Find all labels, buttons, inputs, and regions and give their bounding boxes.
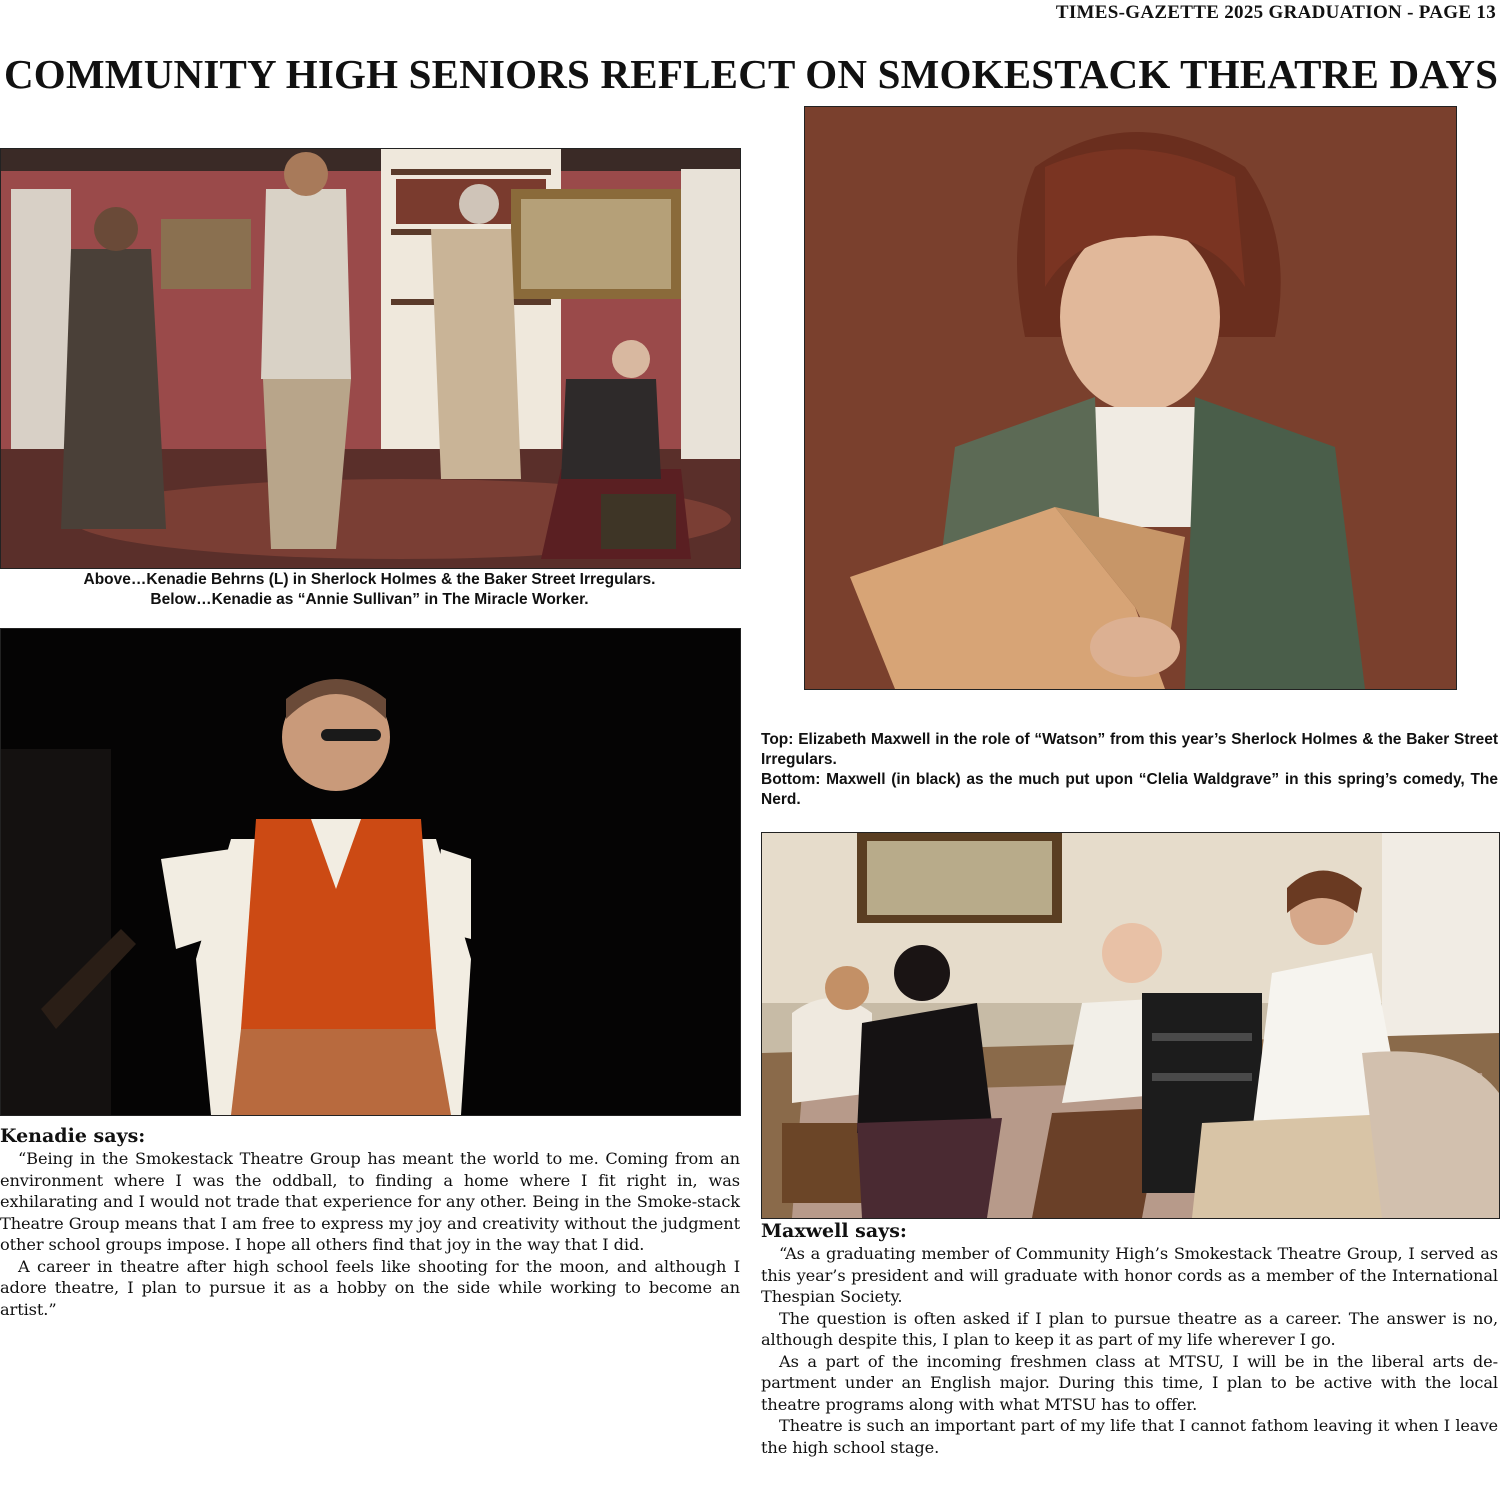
photo-miracle-worker (0, 628, 741, 1116)
kenadie-paragraph: “Being in the Smokestack Theatre Group has meant the world to me. Coming from an environment where I was the oddball, to finding a home where I fit right in, was exhilarating and I would not trade that experience for any other. Being in the Smoke-stack Theatre Group means that I am free to express my joy and creativity without the judgment other school groups impose. I hope all others find that joy in the way that I did. (0, 1149, 740, 1254)
photo-watson-portrait (804, 106, 1457, 690)
caption-kenadie-photos (0, 570, 739, 610)
maxwell-paragraph: The question is often asked if I plan to pursue theatre as a career. The answer is no, although despite this, I plan to keep it as part of my life wherever I go. (761, 1308, 1498, 1349)
heading-maxwell-says: Maxwell says: (761, 1220, 907, 1242)
caption-line-top: Top: Elizabeth Maxwell in the role of “Watson” from this year’s Sherlock Holmes & the Baker Street Irregulars. (761, 731, 1498, 768)
kenadie-paragraph: A career in theatre after high school feels like shooting for the moon, and although I adore theatre, I plan to pursue it as a hobby on the side while working to become an artist.” (0, 1256, 740, 1319)
article-kenadie (0, 1125, 740, 1320)
headline: COMMUNITY HIGH SENIORS REFLECT ON SMOKESTACK THEATRE DAYS (4, 51, 1499, 97)
photo-sherlock-stage-scene (0, 148, 741, 569)
caption-maxwell-photos (761, 730, 1498, 810)
maxwell-paragraph: “As a graduating member of Community High’s Smokestack Theatre Group, I served as this year’s president and will graduate with honor cords as a member of the International Thespian Society. (761, 1244, 1498, 1306)
photo-the-nerd-scene (761, 832, 1500, 1219)
caption-line-above: Above…Kenadie Behrns (L) in Sherlock Holmes & the Baker Street Irregulars. (83, 571, 656, 588)
caption-line-bottom: Bottom: Maxwell (in black) as the much put upon “Clelia Waldgrave” in this spring’s comedy, The Nerd. (761, 771, 1498, 808)
maxwell-paragraph: As a part of the incoming freshmen class at MTSU, I will be in the liberal arts de-partment under an English major. During this time, I plan to be active with the local theatre programs along with what MTSU has to offer. (761, 1351, 1498, 1414)
heading-kenadie-says: Kenadie says: (0, 1125, 146, 1147)
caption-line-below: Below…Kenadie as “Annie Sullivan” in The Miracle Worker. (150, 591, 589, 608)
article-maxwell (761, 1220, 1498, 1458)
maxwell-paragraph: Theatre is such an important part of my life that I cannot fathom leaving it when I leave the high school stage. (761, 1416, 1498, 1457)
page-folio: TIMES-GAZETTE 2025 GRADUATION - PAGE 13 (1055, 2, 1496, 23)
